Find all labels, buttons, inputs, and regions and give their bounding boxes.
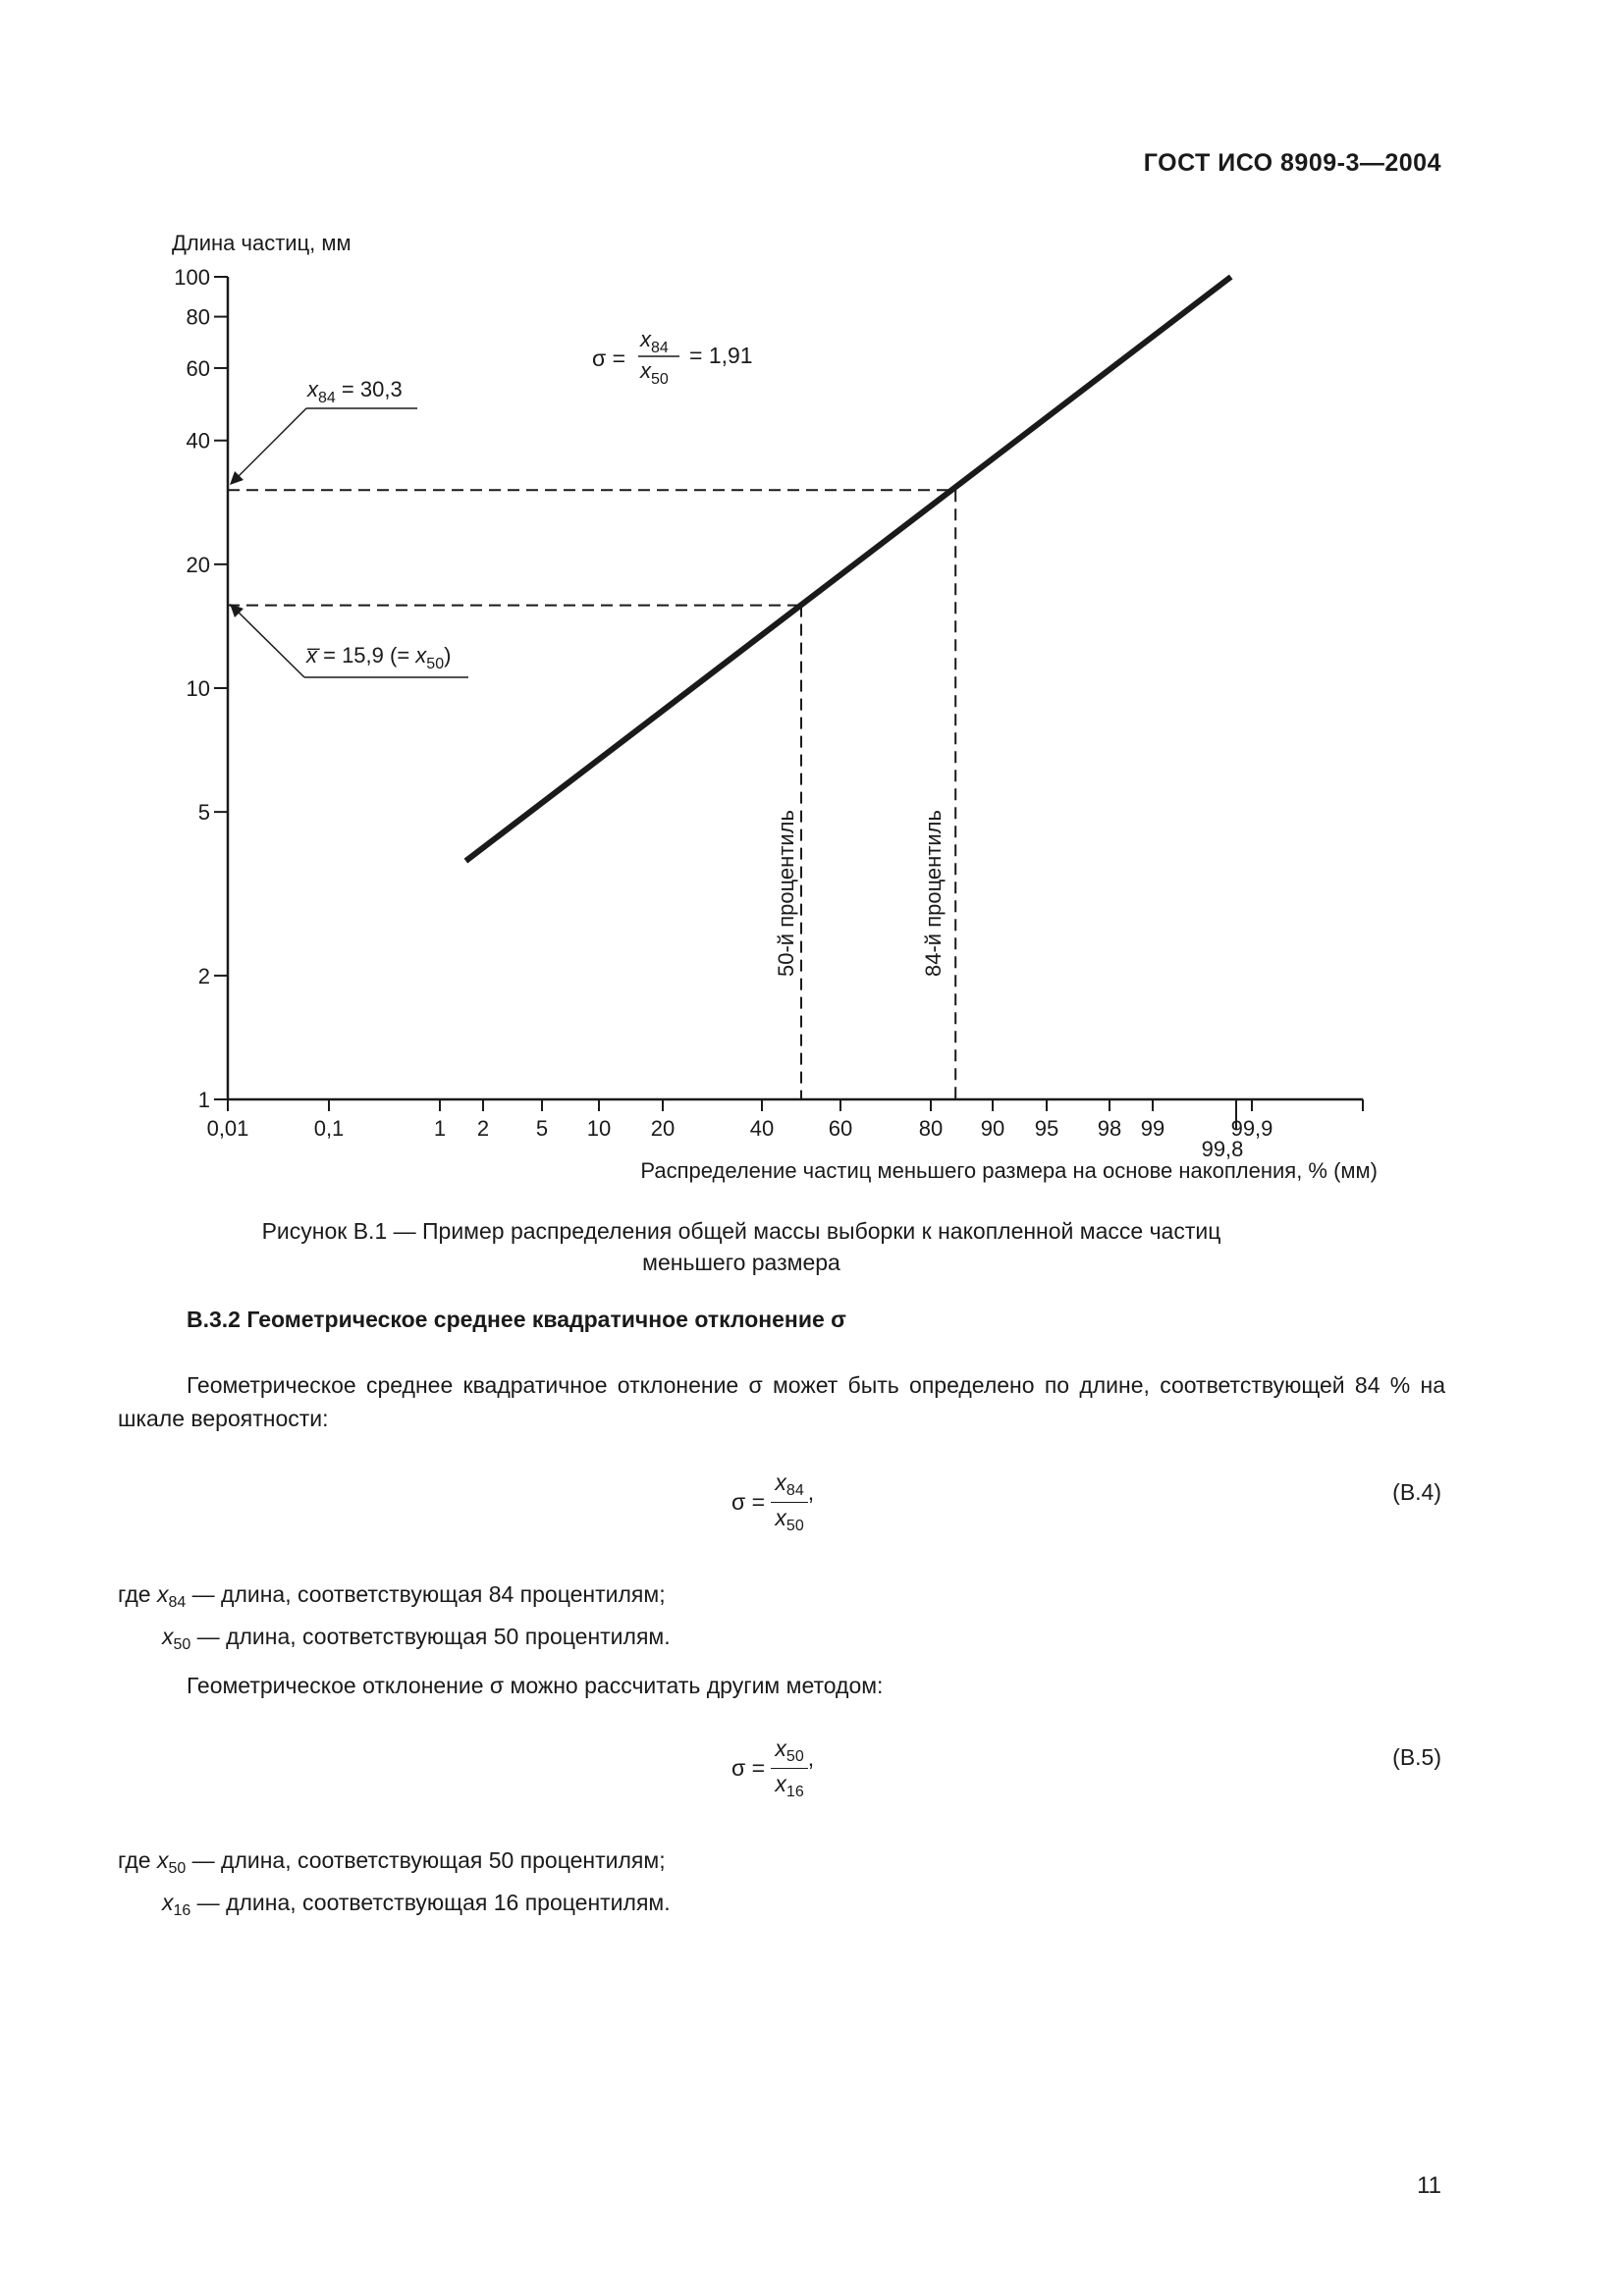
y-tick-label: 5 [197, 800, 210, 826]
figure-caption [177, 1215, 1306, 1278]
paragraph-2 [118, 1669, 1445, 1702]
sigma-numerator: $x_{84}$ [640, 327, 669, 356]
formula-b5-lhs: σ = [731, 1755, 766, 1781]
sigma-denominator: $x_{50}$ [640, 358, 669, 388]
section-title: В.3.2 Геометрическое среднее квадратичное отклонение σ [187, 1307, 846, 1332]
x-tick-label: 98 [1097, 1116, 1122, 1141]
sigma-annotation [592, 327, 753, 388]
x-tick-label: 99 [1140, 1116, 1165, 1141]
paragraph-1-text: Геометрическое среднее квадратичное отклонение σ может быть определено по длине, соответствующей 84 % на шкале вероятности: [118, 1372, 1445, 1431]
x-tick-label: 0,01 [206, 1116, 249, 1141]
where-2-item-2: $x_{16}$ — длина, соответствующая 16 процентилям. [162, 1890, 671, 1919]
p50-label: 50-й процентиль [774, 810, 798, 977]
y-tick-label: 20 [186, 552, 210, 577]
x-tick-label: 99,9 [1230, 1116, 1273, 1141]
y-tick-label: 10 [186, 676, 210, 701]
where-list-1 [118, 1577, 671, 1662]
formula-b4-comma: , [807, 1479, 815, 1505]
reference-lines-group [228, 490, 955, 1099]
x-tick-label: 10 [586, 1116, 612, 1141]
where-list-2 [118, 1843, 671, 1928]
x-tick-label: 95 [1034, 1116, 1059, 1141]
x-axis-label: Распределение частиц меньшего размера на основе накопления, % (мм) [640, 1158, 1378, 1183]
x50-label: x̅ = 15,9 (= $x_{50}$) [306, 643, 452, 672]
y-tick-label: 100 [174, 265, 210, 290]
formula-b4 [731, 1469, 814, 1535]
p84-label: 84-й процентиль [921, 810, 946, 977]
paragraph-1 [118, 1368, 1445, 1435]
y-tick-label: 40 [186, 428, 210, 454]
y-ticks-group [174, 265, 228, 1112]
formula-b4-fraction: $\frac{x_{84}}{x_{50}}$ [771, 1469, 807, 1535]
series-line [465, 277, 1230, 861]
sigma-rhs: = 1,91 [689, 343, 753, 368]
x-tick-label: 90 [980, 1116, 1005, 1141]
x-tick-label: 40 [749, 1116, 775, 1141]
y-tick-label: 2 [197, 963, 210, 988]
y-tick-label: 1 [197, 1088, 210, 1112]
where-1-item-1: где $x_{84}$ — длина, соответствующая 84 процентилям; [118, 1581, 666, 1611]
formula-b4-lhs: σ = [731, 1489, 766, 1515]
x50-leader-d [234, 608, 304, 677]
page-number: 11 [1417, 2172, 1441, 2199]
y-tick-label: 80 [186, 304, 210, 330]
y-tick-label: 60 [186, 355, 210, 381]
x-tick-label: 99,8 [1201, 1137, 1244, 1161]
x-tick-label: 60 [828, 1116, 853, 1141]
x-tick-label: 1 [433, 1116, 447, 1141]
x-tick-label: 0,1 [313, 1116, 345, 1141]
x-tick-label: 20 [650, 1116, 676, 1141]
paragraph-2-text: Геометрическое отклонение σ можно рассчитать другим методом: [187, 1673, 884, 1698]
caption-line-2: меньшего размера [642, 1250, 840, 1275]
equation-number-b4: (В.4) [1392, 1479, 1441, 1505]
series-group [465, 277, 1230, 861]
formula-b5-comma: , [807, 1745, 815, 1771]
sigma-lhs: σ = [592, 346, 626, 371]
where-1-item-2: $x_{50}$ — длина, соответствующая 50 процентилям. [162, 1624, 671, 1653]
formula-b5-fraction: $\frac{x_{50}}{x_{16}}$ [771, 1735, 807, 1801]
formula-b5 [731, 1735, 814, 1801]
caption-line-1: Рисунок В.1 — Пример распределения общей массы выборки к накопленной массе частиц [261, 1218, 1221, 1244]
x-tick-label: 2 [476, 1116, 490, 1141]
x84-label: $x_{84} = 30,3$ [307, 377, 403, 406]
x-tick-label: 5 [535, 1116, 549, 1141]
document-header: ГОСТ ИСО 8909-3—2004 [1143, 149, 1441, 177]
where-2-item-1: где $x_{50}$ — длина, соответствующая 50 процентилям; [118, 1847, 666, 1877]
x50-callout [230, 604, 468, 677]
x-tick-label: 80 [918, 1116, 944, 1141]
x84-callout [230, 377, 417, 485]
x-ticks-group [207, 1099, 1363, 1161]
x84-leader-d [234, 408, 306, 481]
equation-number-b5: (В.5) [1392, 1744, 1441, 1770]
y-axis-label: Длина частиц, мм [172, 231, 352, 255]
